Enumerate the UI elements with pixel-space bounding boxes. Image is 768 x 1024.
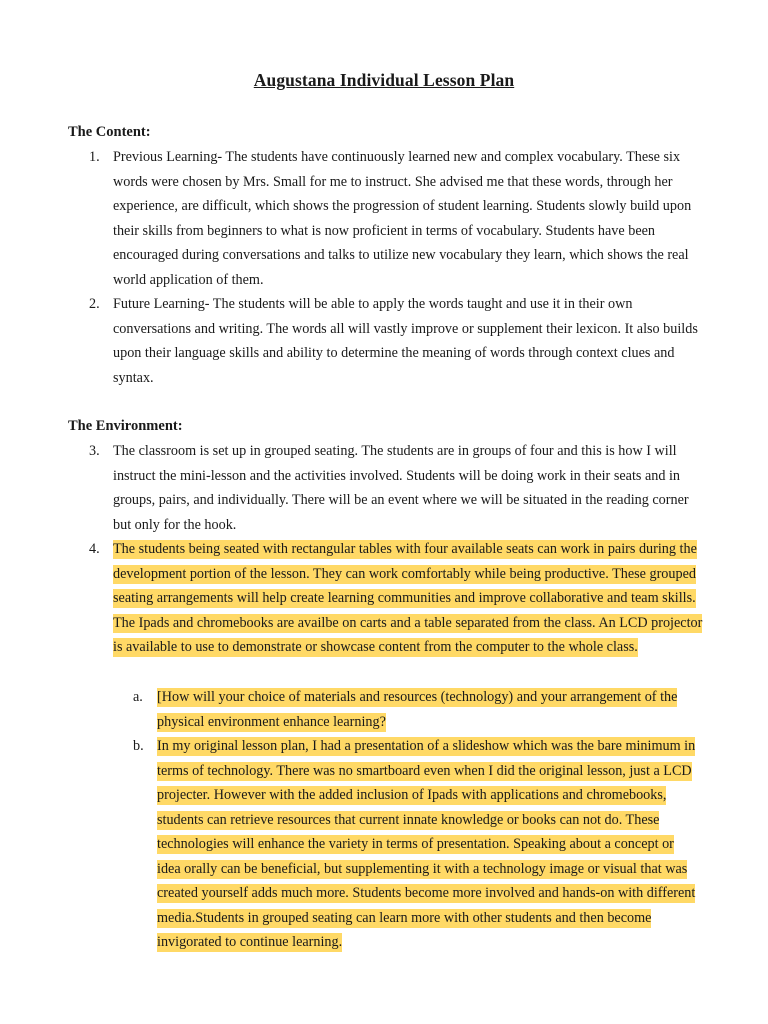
list-marker: 3. (89, 443, 100, 459)
content-section-heading: The Content: (68, 124, 151, 140)
list-item-text: Future Learning- The students will be able to apply the words taught and use it in their own conversations and writing. The words all will vastly improve or supplement their lexicon. It also builds upon their language skills and ability to determine the meaning of words through context clues and syntax. (113, 296, 698, 386)
environment-section-heading: The Environment: (68, 418, 183, 434)
highlighted-text: The students being seated with rectangular tables with four available seats can work in pairs during the development portion of the lesson. They can work comfortably while being productive. These grouped seating arrangements will help create learning communities and improve collaborative and team skills. The Ipads and chromebooks are availbe on carts and a table separated from the class. An LCD projector is available to use to demonstrate or showcase content from the computer to the whole class. (113, 541, 703, 655)
sub-list-marker: b. (133, 738, 144, 754)
list-marker: 1. (89, 149, 100, 165)
highlighted-text: In my original lesson plan, I had a presentation of a slideshow which was the bare minimum in terms of technology. There was no smartboard even when I did the original lesson, just a LCD projecter. However with the added inclusion of Ipads with applications and chromebooks, students can retrieve resources that current innate knowledge or books can not do. These technologies will enhance the variety in terms of presentation. Speaking about a concept or idea orally can be beneficial, but supplementing it with a technology image or visual that was created yourself adds much more. Students become more involved and hands-on with different media.Students in grouped seating can learn more with other students and then become invigorated to continue learning. (157, 738, 696, 950)
list-item-text: The classroom is set up in grouped seating. The students are in groups of four and this is how I will instruct the mini-lesson and the activities involved. Students will be doing work in their seats and in groups, pairs, and individually. There will be an event where we will be situated in the reading corner but only for the hook. (113, 443, 689, 533)
highlighted-text: [How will your choice of materials and resources (technology) and your arrangement of the physical environment enhance learning? (157, 689, 678, 730)
list-marker: 4. (89, 541, 100, 557)
sub-list-marker: a. (133, 689, 143, 705)
list-marker: 2. (89, 296, 100, 312)
document-title: Augustana Individual Lesson Plan (253, 70, 515, 90)
list-item-text: Previous Learning- The students have continuously learned new and complex vocabulary. These six words were chosen by Mrs. Small for me to instruct. She advised me that these words, through her experience, are difficult, which shows the progression of student learning. Students slowly build upon their skills from beginners to what is now proficient in terms of vocabulary. Students have been encouraged during conversations and talks to utilize new vocabulary they learn, which shows the real world application of them. (113, 149, 692, 288)
